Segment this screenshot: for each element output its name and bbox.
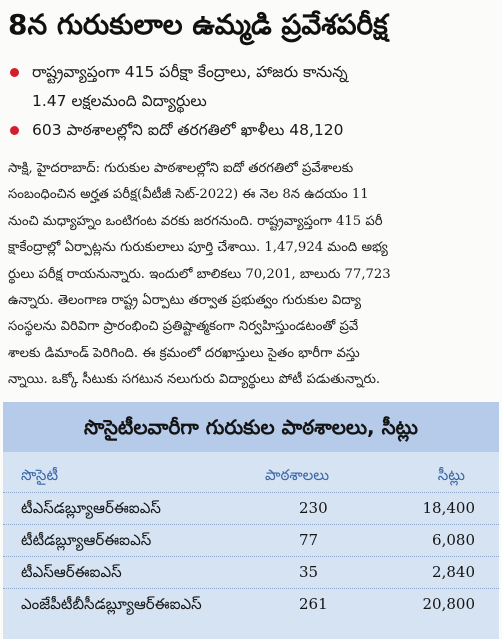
- body-line: ఉన్నారు. తెలంగాణ రాష్ట్ర ఏర్పాటు తర్వాత ప్రభుత్వం గురుకుల విద్యా: [8, 293, 362, 309]
- body-line: సంబంధించిన అర్హత పరీక్ష(వీటీజీ సెట్‌-2022) ఈ నెల 8న ఉదయం 11: [8, 187, 369, 203]
- schools-cell: 35: [299, 563, 319, 581]
- highlight-line: 603 పాఠశాలల్లోని ఐదో తరగతిలో ఖాళీలు 48,120: [32, 121, 344, 139]
- table-row: [3, 588, 499, 619]
- seats-cell: 2,840: [432, 563, 475, 581]
- society-cell: టీటీడబ్ల్యూఆర్‌ఈఐఎస్‌: [21, 531, 152, 549]
- highlight-item: [4, 58, 498, 116]
- body-line: సంస్థలను విరివిగా ప్రారంభించి ప్రతిష్టాత్మకంగా నిర్వహిస్తుండటంతో ప్రవే: [8, 319, 359, 335]
- body-line: శాలకు డిమాండ్‌ పెరిగింది. ఈ క్రమంలో దరఖాస్తులు సైతం భారీగా వస్తు: [8, 345, 360, 361]
- article-body: [8, 156, 494, 394]
- seats-cell: 18,400: [422, 499, 475, 517]
- body-line: న్నాయి. ఒక్కో సీటుకు సగటున నలుగురు విద్యార్థులు పోటీ పడుతున్నారు.: [8, 372, 381, 388]
- schools-seats-table: [3, 402, 499, 639]
- table-row: [3, 524, 499, 555]
- bullet-dot-icon: [10, 68, 19, 77]
- headline: 8న గురుకులాల ఉమ్మడి ప్రవేశపరీక్ష: [8, 8, 388, 41]
- seats-cell: 6,080: [432, 531, 475, 549]
- society-cell: టీఎస్‌డబ్ల్యూఆర్‌ఈఐఎస్‌: [21, 499, 161, 517]
- bullet-dot-icon: [10, 126, 19, 135]
- column-header-seats: సీట్లు: [437, 466, 465, 484]
- body-line: నుంచి మధ్యాహ్నం ఒంటిగంట వరకు జరగనుంది. రాష్ట్రవ్యాప్తంగా 415 పరీ: [8, 213, 383, 229]
- table-header-row: [3, 458, 499, 492]
- society-cell: ఎంజేపీటీబీసీడబ్ల్యూఆర్‌ఈఐఎస్‌: [21, 595, 202, 613]
- highlight-line: 1.47 లక్షలమంది విద్యార్థులు: [32, 92, 207, 110]
- highlight-line: రాష్ట్రవ్యాప్తంగా 415 పరీక్షా కేంద్రాలు, హాజరు కానున్న: [32, 63, 348, 81]
- body-line: ర్థులు పరీక్ష రాయనున్నారు. ఇందులో బాలికలు 70,201, బాలురు 77,723: [8, 266, 391, 282]
- society-cell: టీఎస్‌ఆర్‌ఈఐఎస్‌: [21, 563, 122, 581]
- body-line: సాక్షి, హైదరాబాద్: గురుకుల పాఠశాలల్లోని ఐదో తరగతిలో ప్రవేశాలకు: [8, 161, 354, 176]
- table-row: [3, 492, 499, 523]
- table-row: [3, 556, 499, 587]
- column-header-society: సొసైటీ: [21, 466, 59, 484]
- table-title: సొసైటీలవారీగా గురుకుల పాఠశాలలు, సీట్లు: [3, 402, 499, 452]
- seats-cell: 20,800: [422, 595, 475, 613]
- highlight-item: [4, 116, 498, 145]
- schools-cell: 261: [299, 595, 328, 613]
- body-line: క్షాకేంద్రాల్లో ఏర్పాట్లను గురుకులాలు పూర్తి చేశాయి. 1,47,924 మంది అభ్య: [8, 240, 388, 256]
- highlights-list: [4, 58, 498, 145]
- schools-cell: 77: [299, 531, 319, 549]
- column-header-schools: పాఠశాలలు: [265, 466, 330, 484]
- schools-cell: 230: [299, 499, 328, 517]
